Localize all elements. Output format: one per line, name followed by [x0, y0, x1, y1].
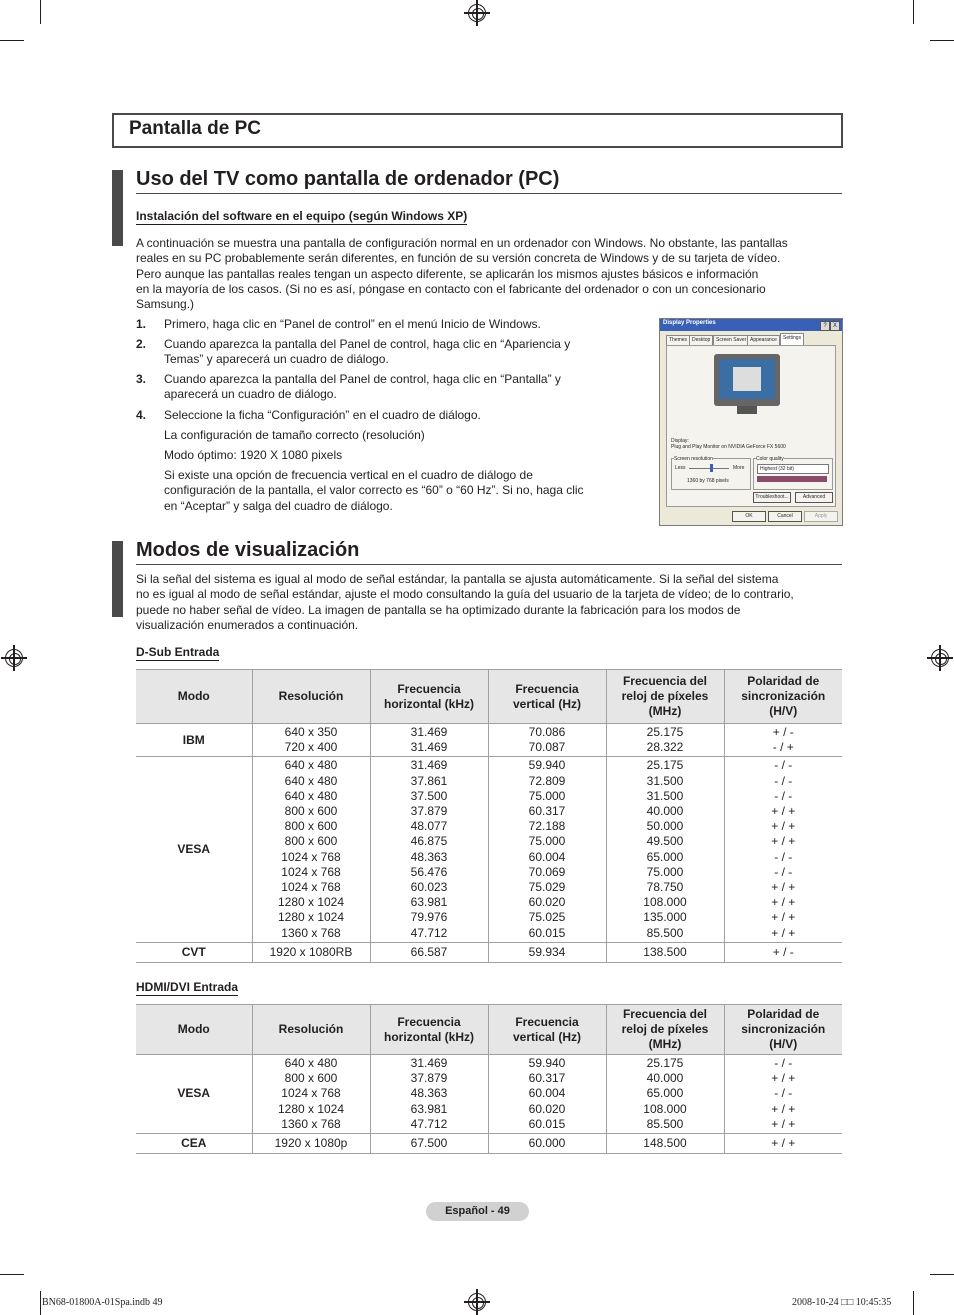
header-line: (MHz) — [648, 1037, 682, 1051]
note-frequency — [164, 468, 624, 514]
step-number: 3. — [136, 372, 147, 386]
clock-cell — [606, 1055, 724, 1134]
cell-value: + / - — [772, 725, 794, 739]
vfreq-cell — [488, 1055, 606, 1134]
vfreq-cell — [488, 757, 606, 942]
column-header — [724, 670, 842, 724]
hfreq-cell — [370, 942, 488, 962]
header-line: Frecuencia — [515, 1014, 579, 1029]
cell-value: 1280 x 1024 — [277, 1101, 345, 1116]
hfreq-cell — [370, 724, 488, 757]
text-line: reales en su PC probablemente serán diferentes, en función de su versión concreta de Windows y de su tarjeta de vídeo. — [136, 251, 781, 266]
text-line: Si existe una opción de frecuencia vertical en el cuadro de diálogo de — [164, 468, 533, 482]
hdmi-title: HDMI/DVI Entrada — [136, 980, 239, 994]
cell-value: - / - — [774, 773, 793, 788]
section-title: Modos de visualización — [136, 539, 360, 561]
table-body — [136, 1055, 842, 1154]
cell-value: 148.500 — [643, 1136, 687, 1151]
note-size: La configuración de tamaño correcto (resolución) — [164, 428, 425, 442]
table-header-row — [136, 1005, 842, 1055]
text-line: visualización enumerados a continuación. — [136, 617, 359, 632]
page-number-badge: Español - 49 — [426, 1202, 529, 1221]
cell-value: 640 x 480 — [284, 773, 338, 788]
pol-cell — [724, 757, 842, 942]
cell-value: 40.000 — [646, 804, 684, 819]
table-row — [136, 1134, 842, 1154]
clock-cell — [606, 724, 724, 757]
cell-value: 75.000 — [528, 788, 566, 803]
header-line: Polaridad de — [747, 674, 820, 688]
pol-cell — [724, 1134, 842, 1154]
table-row — [136, 757, 842, 942]
dialog-title: Display Properties — [663, 320, 716, 326]
dsub-table — [136, 669, 842, 963]
color-quality-select[interactable] — [757, 464, 829, 474]
pol-cell — [724, 942, 842, 962]
clock-cell — [606, 1134, 724, 1154]
intro-paragraph — [136, 236, 788, 312]
crop-mark — [40, 0, 41, 24]
cell-value: 70.087 — [528, 740, 566, 755]
tab-screen-saver[interactable]: Screen Saver — [713, 335, 749, 346]
cancel-button[interactable]: Cancel — [768, 511, 802, 522]
cell-value: 108.000 — [643, 895, 687, 910]
cell-value: 37.500 — [410, 788, 448, 803]
text-line: configuración de la pantalla, el valor correcto es “60” o “60 Hz”. Si no, haga clic — [164, 483, 584, 498]
column-header — [370, 1005, 488, 1055]
display-value: Plug and Play Monitor on NVIDIA GeForce FX 5600 — [671, 444, 786, 450]
cell-value: + / + — [771, 1071, 796, 1086]
cell-value: 640 x 480 — [284, 788, 338, 803]
cell-value: + / + — [771, 1101, 796, 1116]
cell-value: 59.940 — [528, 758, 566, 773]
color-group — [753, 458, 833, 490]
header-line: reloj de píxeles — [621, 689, 709, 703]
clock-cell — [606, 942, 724, 962]
cell-value: 48.363 — [410, 1086, 448, 1101]
header-line: Modo — [177, 689, 210, 703]
cell-value: + / + — [771, 1136, 796, 1151]
section-bar — [112, 541, 123, 617]
cell-value: 63.981 — [410, 1101, 448, 1116]
cell-value: + / + — [771, 925, 796, 940]
column-header — [606, 670, 724, 724]
color-quality-value: Highest (32 bit) — [760, 466, 794, 472]
page-title: Pantalla de PC — [129, 118, 261, 139]
cell-value: + / + — [771, 819, 796, 834]
cell-value: 65.000 — [646, 849, 684, 864]
column-header — [606, 1005, 724, 1055]
text-line: A continuación se muestra una pantalla de configuración normal en un ordenador con Windows. No obstante, las pantallas — [136, 236, 788, 250]
cell-value: 85.500 — [646, 925, 684, 940]
cell-value: - / - — [774, 849, 793, 864]
cell-value: 48.077 — [410, 819, 448, 834]
text-line: Seleccione la ficha “Configuración” en el cuadro de diálogo. — [164, 408, 481, 422]
apply-button[interactable]: Apply — [804, 511, 838, 522]
cell-value: 60.000 — [528, 1136, 566, 1151]
text-line: Cuando aparezca la pantalla del Panel de control, haga clic en “Apariencia y — [164, 337, 571, 351]
cell-value: - / - — [774, 1056, 793, 1070]
hfreq-cell — [370, 757, 488, 942]
hfreq-cell — [370, 1055, 488, 1134]
tab-appearance[interactable]: Appearance — [747, 335, 780, 346]
more-label: More — [733, 465, 745, 471]
cell-value: + / + — [771, 895, 796, 910]
section-bar — [112, 170, 123, 246]
cell-value: 60.023 — [410, 880, 448, 895]
cell-value: 66.587 — [410, 944, 448, 959]
section-rule — [136, 564, 842, 565]
text-line: no es igual al modo de señal estándar, ajuste el modo consultando la guía del usuario de la tarjeta de vídeo; de lo contrario, — [136, 587, 794, 602]
header-line: vertical (Hz) — [512, 696, 582, 711]
cell-value: 60.015 — [528, 925, 566, 940]
vfreq-cell — [488, 942, 606, 962]
registration-mark-icon — [468, 4, 486, 22]
monitor-screen — [719, 359, 775, 399]
cell-value: + / - — [772, 944, 794, 959]
header-line: Resolución — [278, 1022, 344, 1036]
mode-cell: VESA — [177, 1086, 211, 1101]
cell-value: 31.469 — [410, 725, 448, 739]
header-line: Polaridad de — [747, 1007, 820, 1021]
cell-value: 31.469 — [410, 1056, 448, 1070]
text-line: Cuando aparezca la pantalla del Panel de control, haga clic en “Pantalla” y — [164, 372, 561, 386]
column-header — [724, 1005, 842, 1055]
cell-value: 56.476 — [410, 864, 448, 879]
cell-value: 1360 x 768 — [281, 925, 341, 940]
cell-value: 640 x 350 — [284, 725, 338, 739]
crop-mark — [930, 40, 954, 41]
cell-value: 640 x 480 — [284, 1056, 338, 1070]
column-header — [370, 670, 488, 724]
text-line: puede no haber señal de vídeo. La imagen de pantalla se ha optimizado durante la fabricación para los modos de — [136, 602, 741, 617]
cell-value: + / + — [771, 834, 796, 849]
crop-mark — [0, 1274, 24, 1275]
crop-mark — [913, 1291, 914, 1315]
text-line: en la mayoría de los casos. (Si no es así, póngase en contacto con el fabricante del ordenador o con un concesionario — [136, 281, 766, 296]
header-line: horizontal (kHz) — [384, 696, 474, 711]
cell-value: 72.809 — [528, 773, 566, 788]
cell-value: 31.469 — [410, 758, 448, 773]
cell-value: 28.322 — [646, 740, 684, 755]
column-header — [136, 670, 252, 724]
display-properties-dialog — [659, 318, 843, 526]
table-row — [136, 724, 842, 757]
cell-value: 1920 x 1080p — [274, 1136, 348, 1151]
cell-value: + / + — [771, 880, 796, 895]
text-line: Si la señal del sistema es igual al modo de señal estándar, la pantalla se ajusta automáticamente. Si la señal del sistema — [136, 572, 779, 586]
cell-value: - / - — [774, 864, 793, 879]
crop-mark — [0, 40, 24, 41]
footer-file: BN68-01800A-01Spa.indb 49 — [42, 1297, 163, 1308]
step-text — [164, 337, 624, 368]
header-line: (H/V) — [769, 704, 798, 718]
table-body — [136, 724, 842, 963]
cell-value: 37.861 — [410, 773, 448, 788]
cell-value: 135.000 — [643, 910, 687, 925]
header-line: (MHz) — [648, 704, 682, 718]
cell-value: 47.712 — [410, 925, 448, 940]
header-line: Resolución — [278, 689, 344, 703]
cell-value: 60.317 — [528, 804, 566, 819]
resolution-group — [671, 458, 751, 490]
settings-panel — [666, 345, 836, 507]
close-icon[interactable]: X — [830, 321, 840, 331]
cell-value: 1280 x 1024 — [277, 895, 345, 910]
table-row — [136, 1055, 842, 1134]
advanced-button[interactable]: Advanced — [795, 492, 833, 503]
crop-mark — [930, 1274, 954, 1275]
cell-value: 1024 x 768 — [281, 1086, 341, 1101]
header-line: sincronización — [741, 689, 826, 703]
resolution-slider[interactable] — [689, 468, 729, 469]
cell-value: 25.175 — [646, 758, 684, 773]
cell-value: 1024 x 768 — [281, 849, 341, 864]
registration-mark-icon — [5, 649, 23, 667]
header-line: reloj de píxeles — [621, 1022, 709, 1036]
cell-value: 800 x 600 — [284, 819, 338, 834]
monitor-stand — [737, 406, 757, 414]
monitor-icon — [714, 354, 780, 406]
step-number: 2. — [136, 337, 147, 351]
section-title: Uso del TV como pantalla de ordenador (PC) — [136, 168, 560, 190]
tab-themes[interactable]: Themes — [666, 335, 690, 346]
step-number: 4. — [136, 408, 147, 422]
cell-value: 46.875 — [410, 834, 448, 849]
cell-value: 800 x 600 — [284, 804, 338, 819]
mode-cell: VESA — [177, 842, 211, 857]
subheading: Instalación del software en el equipo (según Windows XP) — [136, 209, 468, 223]
cell-value: 75.000 — [646, 864, 684, 879]
cell-value: 31.469 — [410, 740, 448, 755]
cell-value: 37.879 — [410, 1071, 448, 1086]
troubleshoot-button[interactable]: Troubleshoot... — [753, 492, 791, 503]
color-quality-label: Color quality — [756, 456, 784, 462]
cell-value: 60.020 — [528, 1101, 566, 1116]
text-line: aparecerá un cuadro de diálogo. — [164, 387, 337, 402]
slider-thumb[interactable] — [710, 464, 713, 472]
ok-button[interactable]: OK — [732, 511, 766, 522]
table-header-row — [136, 670, 842, 724]
header-line: Frecuencia del — [622, 1007, 708, 1021]
cell-value: 75.000 — [528, 834, 566, 849]
cell-value: 800 x 600 — [284, 834, 338, 849]
cell-value: 1024 x 768 — [281, 864, 341, 879]
dsub-title: D-Sub Entrada — [136, 645, 220, 659]
cell-value: 59.940 — [528, 1056, 566, 1070]
color-preview-bar — [757, 476, 827, 482]
cell-value: 60.020 — [528, 895, 566, 910]
step-number: 1. — [136, 317, 147, 331]
display-label: Display: — [671, 438, 689, 444]
modes-paragraph — [136, 572, 794, 633]
crop-mark — [913, 0, 914, 24]
cell-value: - / - — [774, 758, 793, 773]
cell-value: 47.712 — [410, 1116, 448, 1131]
resolution-label: Screen resolution — [674, 456, 713, 462]
cell-value: 1024 x 768 — [281, 880, 341, 895]
res-cell — [252, 1134, 370, 1154]
header-line: sincronización — [741, 1022, 826, 1036]
header-line: Frecuencia — [397, 1014, 461, 1029]
section-rule — [136, 193, 842, 194]
cell-value: 79.976 — [410, 910, 448, 925]
pol-cell — [724, 1055, 842, 1134]
mode-cell: CEA — [181, 1136, 207, 1151]
step-text — [164, 317, 624, 332]
monitor-window — [733, 367, 761, 391]
cell-value: 70.069 — [528, 864, 566, 879]
text-line: Primero, haga clic en “Panel de control” en el menú Inicio de Windows. — [164, 317, 541, 331]
cell-value: 25.175 — [646, 725, 684, 739]
pol-cell — [724, 724, 842, 757]
cell-value: 75.025 — [528, 910, 566, 925]
cell-value: - / - — [774, 1086, 793, 1101]
res-cell — [252, 724, 370, 757]
column-header — [136, 1005, 252, 1055]
header-line: Modo — [177, 1022, 210, 1036]
dialog-titlebar — [660, 319, 842, 331]
text-line: Temas” y aparecerá un cuadro de diálogo. — [164, 352, 389, 367]
cell-value: 70.086 — [528, 725, 566, 739]
mode-cell: CVT — [181, 944, 206, 959]
header-line: Frecuencia — [397, 681, 461, 696]
cell-value: + / + — [771, 910, 796, 925]
cell-value: 138.500 — [643, 944, 687, 959]
table-row — [136, 942, 842, 962]
res-cell — [252, 757, 370, 942]
cell-value: 85.500 — [646, 1116, 684, 1131]
tab-settings[interactable]: Settings — [780, 333, 804, 346]
cell-value: 67.500 — [410, 1136, 448, 1151]
cell-value: 1360 x 768 — [281, 1116, 341, 1131]
res-cell — [252, 1055, 370, 1134]
cell-value: 640 x 480 — [284, 758, 338, 773]
cell-value: 25.175 — [646, 1056, 684, 1070]
step-text — [164, 372, 624, 403]
header-line: Frecuencia del — [622, 674, 708, 688]
note-optimal-mode: Modo óptimo: 1920 X 1080 pixels — [164, 448, 343, 462]
cell-value: 60.015 — [528, 1116, 566, 1131]
cell-value: + / + — [771, 804, 796, 819]
header-line: Frecuencia — [515, 681, 579, 696]
cell-value: 1920 x 1080RB — [269, 944, 353, 959]
crop-mark — [40, 1291, 41, 1315]
cell-value: - / + — [772, 740, 794, 755]
column-header — [488, 670, 606, 724]
tab-desktop[interactable]: Desktop — [689, 335, 713, 346]
cell-value: + / + — [771, 1116, 796, 1131]
hdmi-table — [136, 1004, 842, 1154]
column-header — [252, 1005, 370, 1055]
column-header — [488, 1005, 606, 1055]
cell-value: 31.500 — [646, 788, 684, 803]
hfreq-cell — [370, 1134, 488, 1154]
cell-value: 78.750 — [646, 880, 684, 895]
cell-value: 75.029 — [528, 880, 566, 895]
vfreq-cell — [488, 1134, 606, 1154]
resolution-value: 1360 by 768 pixels — [687, 478, 729, 484]
cell-value: - / - — [774, 788, 793, 803]
header-line: vertical (Hz) — [512, 1029, 582, 1044]
text-line: Pero aunque las pantallas reales tengan un aspecto diferente, se aplicarán los mismos ajustes básicos e información — [136, 266, 759, 281]
step-text — [164, 408, 624, 423]
cell-value: 50.000 — [646, 819, 684, 834]
cell-value: 31.500 — [646, 773, 684, 788]
cell-value: 49.500 — [646, 834, 684, 849]
cell-value: 37.879 — [410, 804, 448, 819]
mode-cell: IBM — [182, 732, 205, 747]
cell-value: 720 x 400 — [284, 740, 338, 755]
cell-value: 65.000 — [646, 1086, 684, 1101]
cell-value: 800 x 600 — [284, 1071, 338, 1086]
cell-value: 63.981 — [410, 895, 448, 910]
cell-value: 48.363 — [410, 849, 448, 864]
less-label: Less — [675, 465, 686, 471]
cell-value: 108.000 — [643, 1101, 687, 1116]
cell-value: 60.317 — [528, 1071, 566, 1086]
text-line: Samsung.) — [136, 297, 195, 312]
cell-value: 72.188 — [528, 819, 566, 834]
header-line: (H/V) — [769, 1037, 798, 1051]
res-cell — [252, 942, 370, 962]
cell-value: 59.934 — [528, 944, 566, 959]
text-line: en “Aceptar” y salga del cuadro de diálogo. — [164, 498, 393, 513]
cell-value: 60.004 — [528, 849, 566, 864]
cell-value: 1280 x 1024 — [277, 910, 345, 925]
column-header — [252, 670, 370, 724]
registration-mark-icon — [931, 649, 949, 667]
footer-date: 2008-10-24 □□ 10:45:35 — [792, 1297, 892, 1308]
cell-value: 60.004 — [528, 1086, 566, 1101]
vfreq-cell — [488, 724, 606, 757]
cell-value: 40.000 — [646, 1071, 684, 1086]
registration-mark-icon — [468, 1293, 486, 1311]
help-icon[interactable]: ? — [820, 321, 830, 331]
header-line: horizontal (kHz) — [384, 1029, 474, 1044]
clock-cell — [606, 757, 724, 942]
